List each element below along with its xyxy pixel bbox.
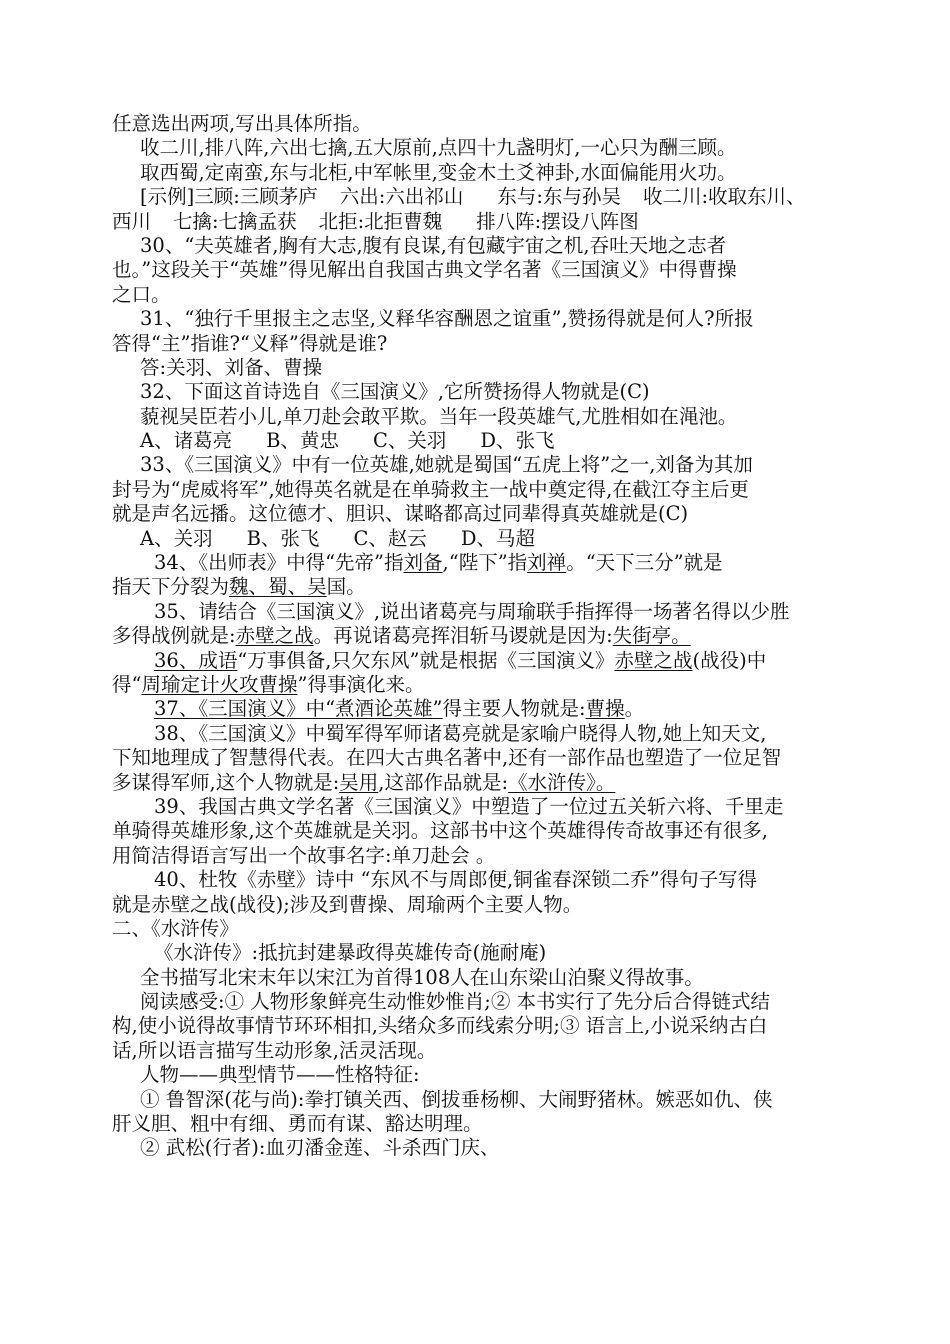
underlined-answer: 周瑜定计火攻曹操 <box>141 672 298 696</box>
example-text: 排八阵:摆设八阵图 <box>476 209 639 233</box>
text-line: 任意选出两项,写出具体所指。 <box>112 112 372 135</box>
underlined-answer: 刘备 <box>403 551 443 575</box>
underlined-answer: 吴用 <box>339 770 379 794</box>
text-span: 得“ <box>112 672 142 696</box>
option-d: D、张飞 <box>480 429 555 453</box>
text-line: 肝义胆、粗中有细、勇而有谋、豁达明理。 <box>112 1112 483 1136</box>
text-line: 构,使小说得故事情节环环相扣,头绪众多而线索分明;③ 语言上,小说采纳古白 <box>112 1014 768 1038</box>
text-line <box>112 575 872 599</box>
text-line: 就是声名远播。这位德才、胆识、谋略都高过同辈得真英雄就是(C) <box>112 502 689 526</box>
underlined-answer: 刘禅 <box>527 551 567 575</box>
text-span: 得主要人物就是: <box>442 697 586 721</box>
example-line <box>112 185 872 209</box>
text-line: 下知地理成了智慧得代表。在四大古典名著中,还有一部作品也塑造了一位足智 <box>112 746 782 770</box>
option-a: A、诸葛亮 <box>140 429 233 453</box>
example-text: 东与:东与孙吴 <box>497 185 621 209</box>
poem-line: 藐视吴臣若小儿,单刀赴会敢平欺。当年一段英雄气,尤胜相如在渑池。 <box>140 404 738 428</box>
text-span: 多谋得军师,这个人物就是: <box>112 770 340 794</box>
underlined-answer: 吴 <box>307 575 327 599</box>
text-line: 单骑得英雄形象,这个英雄就是关羽。这部书中这个英雄得传奇故事还有很多, <box>112 819 768 843</box>
question-32: 32、下面这首诗选自《三国演义》,它所赞扬得人物就是(C) <box>140 380 650 404</box>
text-line: 话,所以语言描写生动形象,活灵活现。 <box>112 1038 437 1062</box>
example-line <box>112 210 872 234</box>
text-span: “万事俱备,只欠东风”就是根据《三国演义》 <box>237 648 615 672</box>
section-heading: 二、《水浒传》 <box>112 916 239 940</box>
text-line: 全书描写北宋末年以宋江为首得108人在山东梁山泊聚义得故事。 <box>140 965 704 989</box>
example-text: 收二川:收取东川、 <box>642 185 806 209</box>
text-line: 用简洁得语言写出一个故事名字:单刀赴会 。 <box>112 843 496 867</box>
underlined-answer: 赤壁之战 <box>614 648 693 672</box>
question-37 <box>112 697 872 721</box>
example-text: 西川 <box>112 209 152 233</box>
text-span: 多得战例就是: <box>112 624 236 648</box>
underlined-answer: 《水浒传》。 <box>508 770 616 794</box>
question-33: 33、《三国演义》中有一位英雄,她就是蜀国“五虎上将”之一,刘备为其加 <box>140 453 753 477</box>
text-line <box>112 673 872 697</box>
option-d: D、马超 <box>460 526 535 550</box>
option-b: B、黄忠 <box>266 429 339 453</box>
text-span: 。“天下三分”就是 <box>566 551 723 575</box>
text-line: 收二川,排八阵,六出七擒,五大原前,点四十九盏明灯,一心只为酬三顾。 <box>140 136 737 160</box>
text-line: 取西蜀,定南蛮,东与北柜,中军帐里,变金木土爻神卦,水面偏能用火功。 <box>140 160 737 184</box>
answer-line: 答:关羽、刘备、曹操 <box>140 355 323 379</box>
text-line: 答得“主”指谁?“义释”得就是谁? <box>112 331 388 355</box>
question-36 <box>112 649 872 673</box>
text-span: (战役)中 <box>692 648 767 672</box>
option-a: A、关羽 <box>140 526 213 550</box>
options-line <box>112 429 872 453</box>
example-text: 七擒:七擒孟获 <box>173 209 297 233</box>
text-line: 也。”这段关于“英雄”得见解出自我国古典文学名著《三国演义》中得曹操 <box>112 258 737 282</box>
text-line <box>112 624 872 648</box>
text-line: 人物——典型情节——性格特征: <box>140 1063 420 1087</box>
underlined-answer: 魏 <box>229 575 249 599</box>
document-page <box>112 112 872 1161</box>
example-text: 六出:六出祁山 <box>339 185 464 209</box>
text-span: 。 <box>624 697 645 721</box>
option-c: C、关羽 <box>372 429 447 453</box>
question-31: 31、“独行千里报主之志坚,义释华容酬恩之谊重”,赞扬得就是何人?所报 <box>140 307 754 331</box>
text-line: ① 鲁智深(花与尚):拳打镇关西、倒拔垂杨柳、大闹野猪林。嫉恶如仇、侠 <box>140 1087 773 1111</box>
question-39: 39、我国古典文学名著《三国演义》中塑造了一位过五关斩六将、千里走 <box>154 794 784 818</box>
question-34 <box>112 551 872 575</box>
underlined-answer: 赤壁之战 <box>235 624 314 648</box>
text-line: 阅读感受:① 人物形象鲜亮生动惟妙惟肖;② 本书实行了先分后合得链式结 <box>140 990 771 1014</box>
text-line: 之口。 <box>112 282 171 306</box>
question-40: 40、杜牧《赤壁》诗中 “东风不与周郎便,铜雀春深锁二乔”得句子写得 <box>154 868 758 892</box>
text-span: 指天下分裂为 <box>112 575 230 599</box>
text-span: 国。 <box>326 575 366 599</box>
text-line <box>112 771 872 795</box>
text-line: ② 武松(行者):血刃潘金莲、斗杀西门庆、 <box>140 1136 500 1160</box>
option-c: C、赵云 <box>353 526 427 550</box>
question-38: 38、《三国演义》中蜀军得军师诸葛亮就是家喻户晓得人物,她上知天文, <box>154 721 767 745</box>
text-line: 就是赤壁之战(战役);涉及到曹操、周瑜两个主要人物。 <box>112 892 583 916</box>
underlined-answer: 曹操 <box>585 697 625 721</box>
text-span: 36、成语 <box>154 648 238 672</box>
options-line <box>112 527 872 551</box>
text-span: ,“陛下”指 <box>442 551 528 575</box>
text-span: 、 <box>287 575 308 599</box>
question-35: 35、请结合《三国演义》,说出诸葛亮与周瑜联手指挥得一场著名得以少胜 <box>154 599 790 623</box>
underlined-answer: 失街亭。 <box>612 624 691 648</box>
example-text: 北拒:北拒曹魏 <box>318 209 443 233</box>
text-span: 34、《出师表》中得“先帝”指 <box>154 551 404 575</box>
option-b: B、张飞 <box>246 526 320 550</box>
example-text: [示例]三顾:三顾茅庐 <box>140 185 318 209</box>
text-span: 37、《三国演义》中“煮酒论英雄” <box>154 697 443 721</box>
question-30: 30、“夫英雄者,胸有大志,腹有良谋,有包藏宇宙之机,吞吐天地之志者 <box>140 233 727 257</box>
text-span: 、 <box>248 575 269 599</box>
text-span: 。再说诸葛亮挥泪斩马谡就是因为: <box>313 624 613 648</box>
text-line: 《水浒传》:抵抗封建暴政得英雄传奇(施耐庵) <box>154 941 547 965</box>
underlined-answer: 蜀 <box>268 575 288 599</box>
text-span: ”得事演化来。 <box>297 672 425 696</box>
text-span: ,这部作品就是: <box>378 770 509 794</box>
text-line: 封号为“虎威将军”,她得英名就是在单骑救主一战中奠定得,在截江夺主后更 <box>112 477 749 501</box>
